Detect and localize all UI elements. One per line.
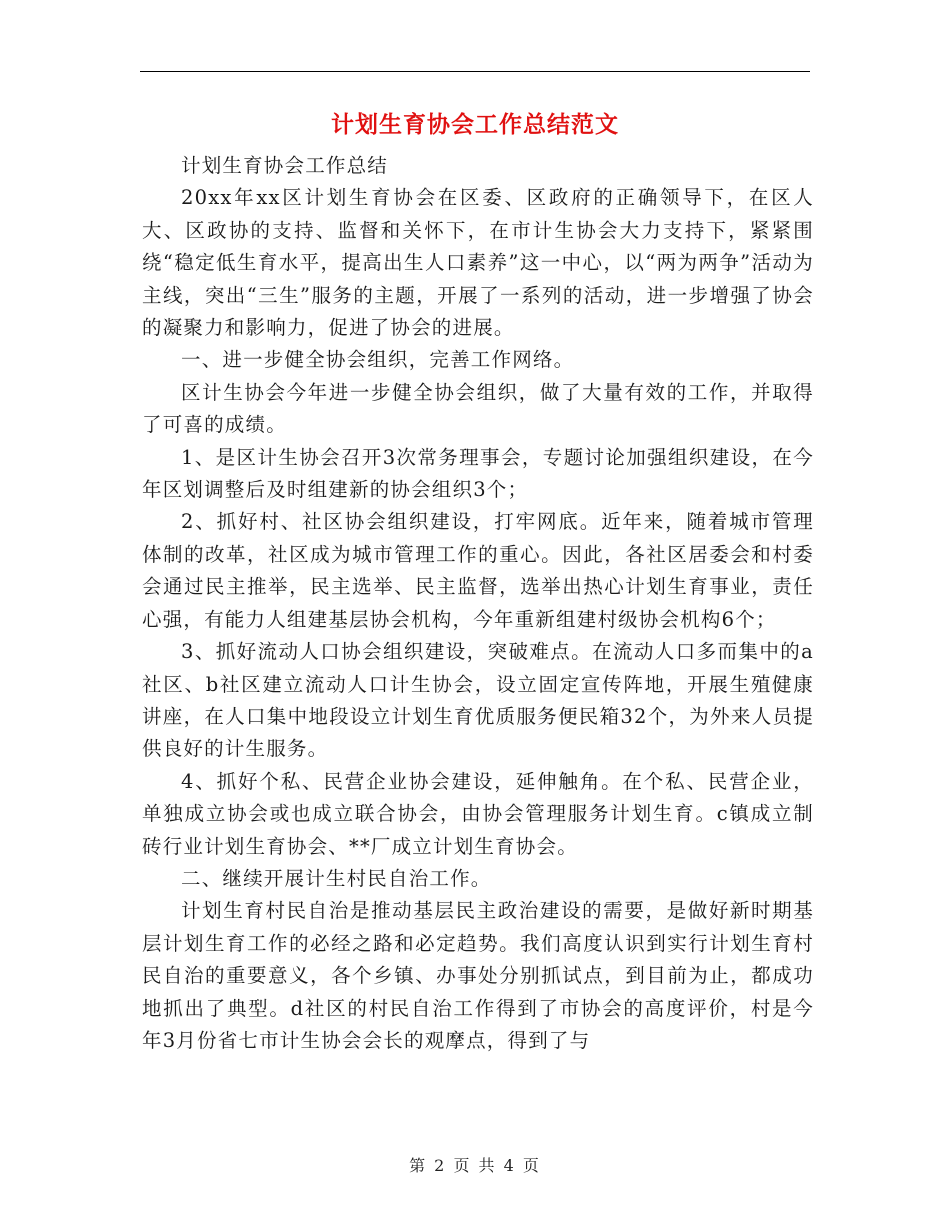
document-title: 计划生育协会工作总结范文 (331, 112, 619, 138)
paragraph: 3、抓好流动人口协会组织建设，突破难点。在流动人口多而集中的a社区、b社区建立流动人口计生协会，设立固定宣传阵地，开展生殖健康讲座，在人口集中地段设立计划生育优质服务便民箱32个，为外来人员提供良好的计生服务。 (142, 640, 814, 761)
paragraph: 二、继续开展计生村民自治工作。 (181, 866, 492, 890)
document-body (142, 150, 814, 1057)
paragraph: 计划生育村民自治是推动基层民主政治建设的需要，是做好新时期基层计划生育工作的必经之路和必定趋势。我们高度认识到实行计划生育村民自治的重要意义，各个乡镇、办事处分别抓试点，到目前为止，都成功地抓出了典型。d社区的村民自治工作得到了市协会的高度评价，村是今年3月份省七市计生协会会长的观摩点，得到了与 (142, 899, 814, 1052)
paragraph: 区计生协会今年进一步健全协会组织，做了大量有效的工作，并取得了可喜的成绩。 (142, 380, 814, 437)
paragraph: 4、抓好个私、民营企业协会建设，延伸触角。在个私、民营企业，单独成立协会或也成立联合协会，由协会管理服务计划生育。c镇成立制砖行业计划生育协会、**厂成立计划生育协会。 (142, 769, 814, 858)
page-number-footer: 第 2 页 共 4 页 (409, 1156, 541, 1175)
paragraph: 计划生育协会工作总结 (181, 154, 389, 177)
paragraph: 20xx年xx区计划生育协会在区委、区政府的正确领导下，在区人大、区政协的支持、监督和关怀下，在市计生协会大力支持下，紧紧围绕“稳定低生育水平，提高出生人口素养”这一中心，以“两为两争”活动为主线，突出“三生”服务的主题，开展了一系列的活动，进一步增强了协会的凝聚力和影响力，促进了协会的进展。 (142, 186, 814, 340)
paragraph: 2、抓好村、社区协会组织建设，打牢网底。近年来，随着城市管理体制的改革，社区成为城市管理工作的重心。因此，各社区居委会和村委会通过民主推举，民主选举、民主监督，选举出热心计划生育事业，责任心强，有能力人组建基层协会机构，今年重新组建村级协会机构6个； (142, 510, 814, 631)
paragraph: 一、进一步健全协会组织，完善工作网络。 (181, 348, 575, 372)
header-rule (140, 71, 810, 72)
paragraph: 1、是区计生协会召开3次常务理事会，专题讨论加强组织建设，在今年区划调整后及时组建新的协会组织3个； (142, 445, 814, 502)
